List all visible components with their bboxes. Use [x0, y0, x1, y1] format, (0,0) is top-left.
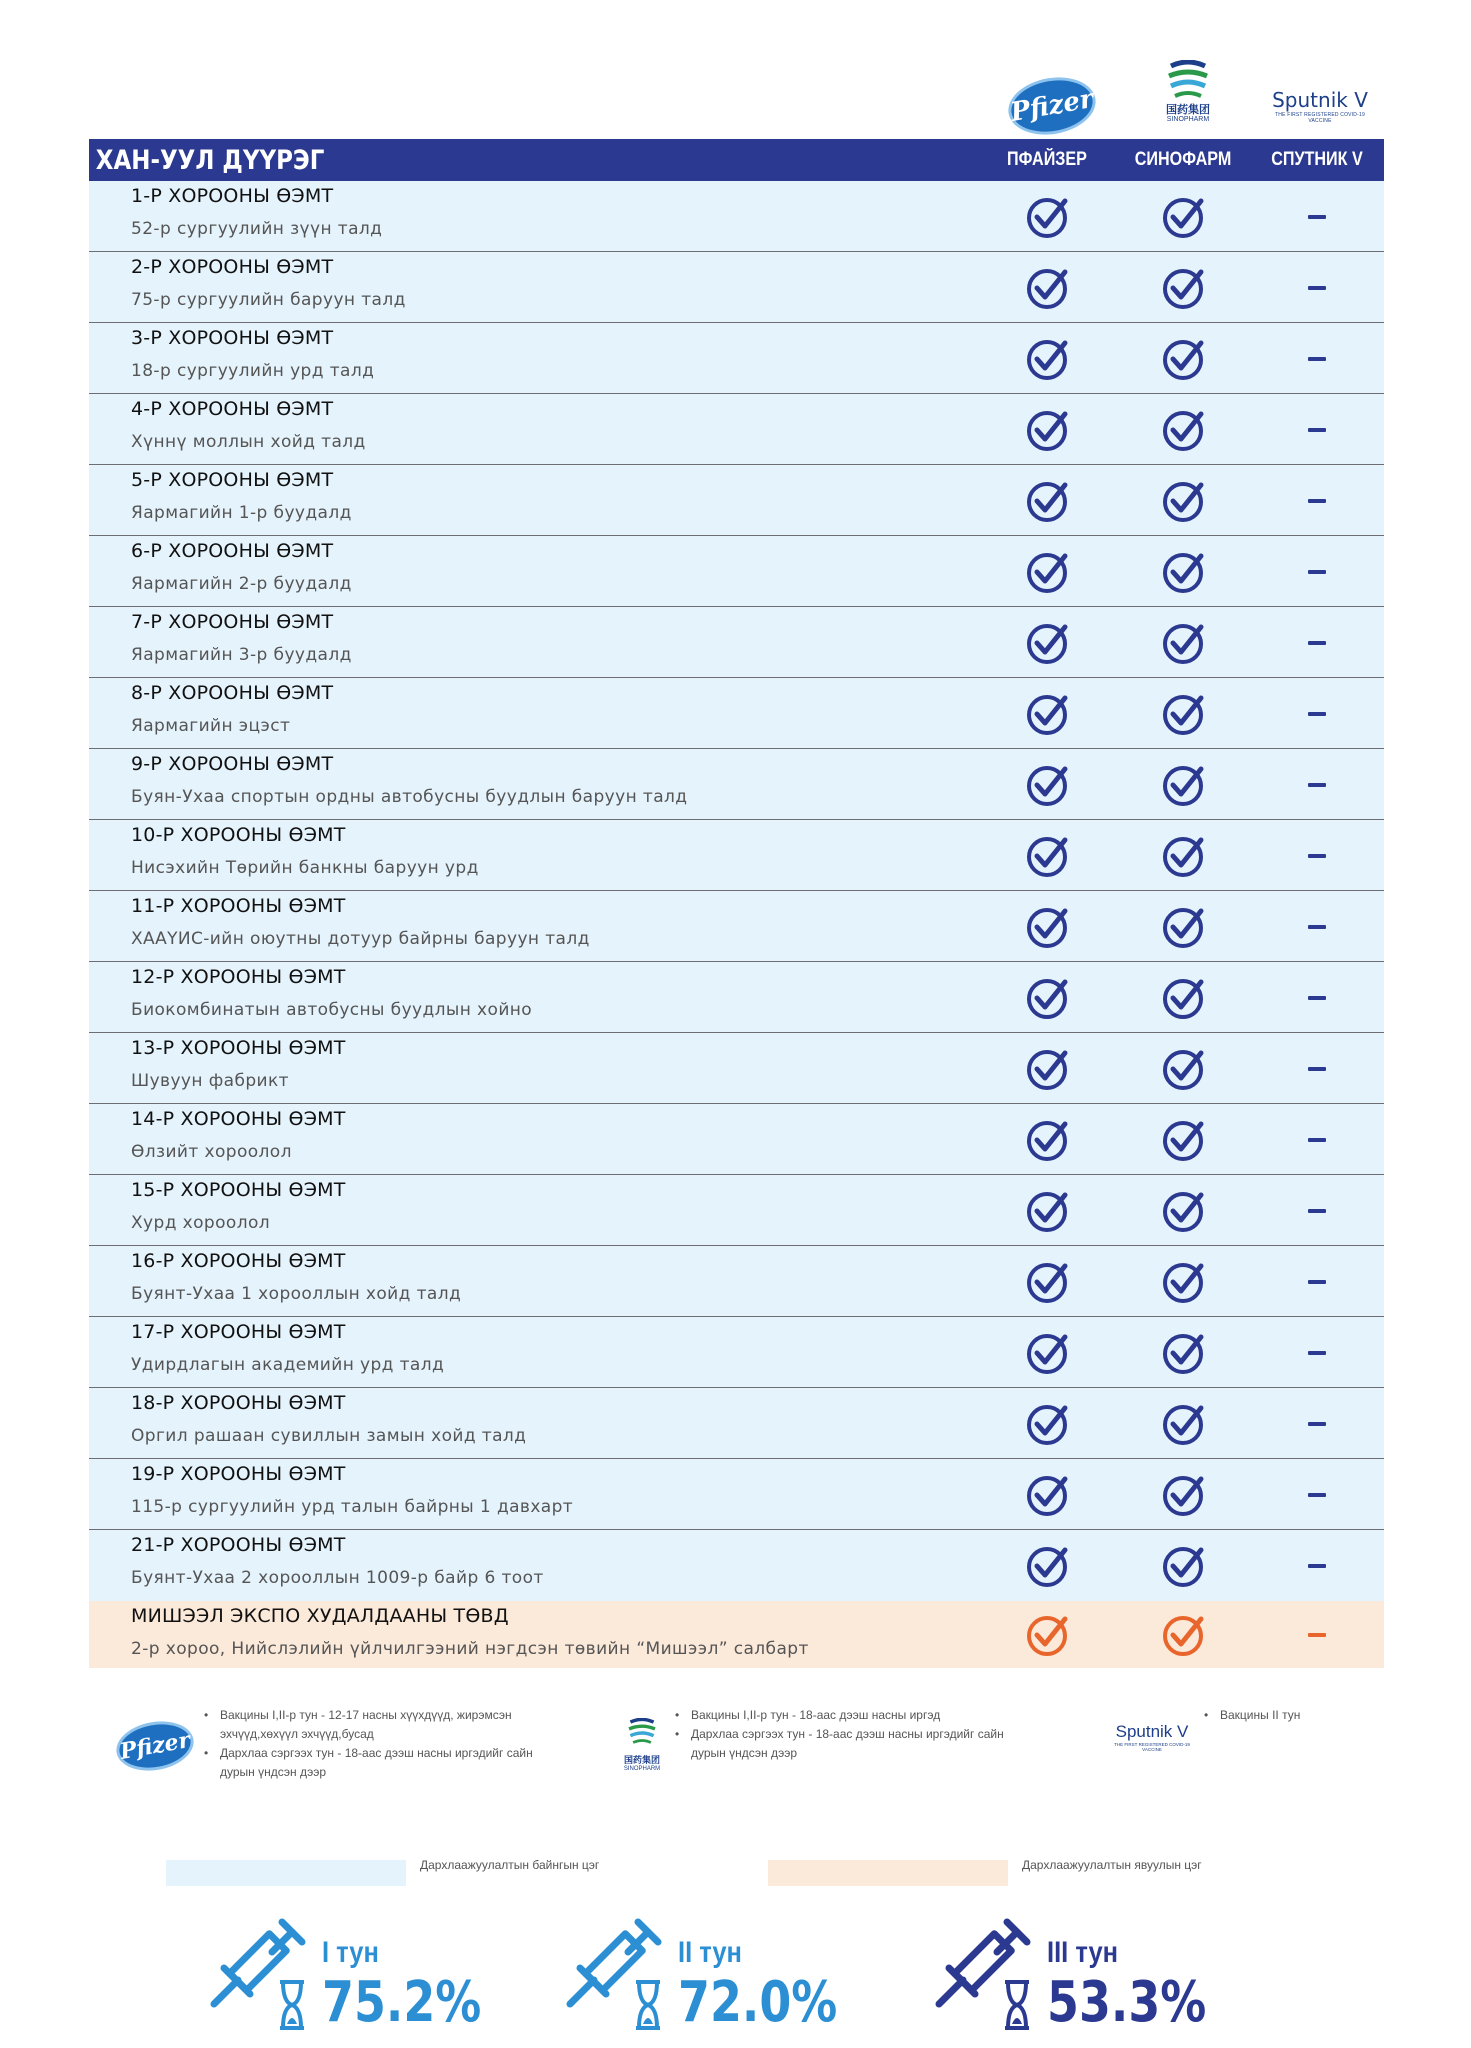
check-icon [1161, 621, 1205, 665]
row-address: Яармагийн 1-р буудалд [131, 503, 352, 523]
sinopharm-legend-cn: 国药集团 [623, 1755, 660, 1765]
check-icon [1161, 1473, 1205, 1517]
row-title: 18-Р ХОРООНЫ ӨЭМТ [131, 1392, 346, 1414]
dash-icon [1308, 641, 1326, 645]
check-icon [1161, 337, 1205, 381]
dash-icon [1308, 499, 1326, 503]
check-icon [1025, 1260, 1069, 1304]
vaccine-cell [1252, 181, 1382, 252]
row-title: 12-Р ХОРООНЫ ӨЭМТ [131, 966, 346, 988]
check-icon [1161, 1260, 1205, 1304]
vaccine-cell [1118, 252, 1248, 323]
sinopharm-legend-logo [617, 1718, 667, 1772]
pfizer-legend [202, 1706, 542, 1782]
vaccine-cell [982, 1175, 1112, 1246]
vaccine-cell [982, 1246, 1112, 1317]
row-address: Хурд хороолол [131, 1213, 271, 1233]
row-address: Яармагийн 2-р буудалд [131, 574, 352, 594]
vaccine-cell [1252, 1601, 1382, 1668]
vaccine-cell [1252, 1033, 1382, 1104]
legend-item: • Вакцины I,II-р тун - 12-17 насны хүүхдүүд, жирэмсэн эхчүүд,хөхүүл эхчүүд,бусад [202, 1706, 542, 1744]
dash-icon [1308, 854, 1326, 858]
dash-icon [1308, 215, 1326, 219]
check-icon [1161, 1047, 1205, 1091]
check-icon [1025, 976, 1069, 1020]
table-header [89, 139, 1384, 181]
legend-item: • Дархлаа сэргээх тун - 18-аас дээш насны иргэдийг сайн дурын үндсэн дээр [673, 1725, 1013, 1763]
check-icon [1161, 763, 1205, 807]
vaccine-cell [1118, 1459, 1248, 1530]
row-title: 17-Р ХОРООНЫ ӨЭМТ [131, 1321, 346, 1343]
sinopharm-legend-en: SINOPHARM [623, 1766, 661, 1772]
check-icon [1161, 1544, 1205, 1588]
row-title: МИШЭЭЛ ЭКСПО ХУДАЛДААНЫ ТӨВД [131, 1605, 509, 1627]
check-icon [1025, 1331, 1069, 1375]
vaccine-cell [1118, 181, 1248, 252]
table-row [89, 820, 1384, 891]
dose-1-stat [200, 1908, 500, 2038]
row-title: 21-Р ХОРООНЫ ӨЭМТ [131, 1534, 346, 1556]
row-address: Оргил рашаан сувиллын замын хойд талд [131, 1426, 527, 1446]
dash-icon [1308, 783, 1326, 787]
sinopharm-swoosh-icon [625, 1718, 659, 1748]
vaccine-cell [982, 323, 1112, 394]
row-address: Яармагийн эцэст [131, 716, 291, 736]
row-address: 18-р сургуулийн урд талд [131, 361, 375, 381]
dash-icon [1308, 925, 1326, 929]
pfizer-logo-text: Pfizer [1008, 83, 1096, 129]
vaccine-cell [1118, 678, 1248, 749]
vaccine-cell [982, 1530, 1112, 1601]
sputnik-legend-logo [1106, 1722, 1198, 1752]
vaccine-cell [1118, 1104, 1248, 1175]
column-header-pfizer: ПФАЙЗЕР [1007, 149, 1087, 170]
table-row [89, 891, 1384, 962]
vaccine-cell [1252, 820, 1382, 891]
hourglass-icon [1003, 1980, 1031, 2030]
vaccine-cell [982, 749, 1112, 820]
check-icon [1025, 408, 1069, 452]
vaccine-cell [1118, 1033, 1248, 1104]
sputnik-legend-tag: THE FIRST REGISTERED COVID-19 VACCINE [1114, 1742, 1190, 1752]
table-row [89, 1388, 1384, 1459]
vaccine-cell [1252, 465, 1382, 536]
row-address: Яармагийн 3-р буудалд [131, 645, 352, 665]
vaccine-cell [982, 1317, 1112, 1388]
table-row [89, 678, 1384, 749]
dose-2-value: 72.0% [678, 1970, 838, 2035]
vaccine-cell [1252, 749, 1382, 820]
row-address: Өлзийт хороолол [131, 1142, 292, 1162]
check-icon [1161, 834, 1205, 878]
vaccine-cell [1252, 1104, 1382, 1175]
dose-2-label: II тун [678, 1936, 742, 1969]
row-title: 13-Р ХОРООНЫ ӨЭМТ [131, 1037, 346, 1059]
check-icon [1025, 692, 1069, 736]
table-row [89, 1033, 1384, 1104]
check-icon [1161, 905, 1205, 949]
vaccine-cell [982, 607, 1112, 678]
check-icon [1161, 266, 1205, 310]
row-title: 15-Р ХОРООНЫ ӨЭМТ [131, 1179, 346, 1201]
vaccine-cell [982, 1601, 1112, 1668]
table-row [89, 536, 1384, 607]
vaccine-cell [982, 536, 1112, 607]
mobile-point-row [89, 1601, 1384, 1668]
check-icon [1161, 479, 1205, 523]
table-row [89, 1175, 1384, 1246]
vaccine-cell [982, 1033, 1112, 1104]
row-address: Буянт-Ухаа 2 хорооллын 1009-р байр 6 тоот [131, 1568, 544, 1588]
dash-icon [1308, 1633, 1326, 1637]
vaccine-cell [1252, 962, 1382, 1033]
hourglass-icon [278, 1980, 306, 2030]
vaccine-cell [982, 1388, 1112, 1459]
table-row [89, 1246, 1384, 1317]
row-title: 8-Р ХОРООНЫ ӨЭМТ [131, 682, 334, 704]
dose-3-label: III тун [1047, 1936, 1119, 1969]
column-header-sputnik: СПУТНИК V [1271, 149, 1363, 170]
table-row [89, 1530, 1384, 1601]
check-icon [1025, 1118, 1069, 1162]
check-icon [1025, 1047, 1069, 1091]
dash-icon [1308, 1493, 1326, 1497]
vaccine-cell [1118, 1246, 1248, 1317]
vaccine-cell [1118, 1388, 1248, 1459]
dash-icon [1308, 286, 1326, 290]
fixed-point-swatch [166, 1860, 406, 1886]
row-title: 4-Р ХОРООНЫ ӨЭМТ [131, 398, 334, 420]
fixed-point-label: Дархлаажуулалтын байнгын цэг [420, 1858, 600, 1872]
check-icon [1161, 195, 1205, 239]
dash-icon [1308, 1422, 1326, 1426]
legend-item: • Дархлаа сэргээх тун - 18-аас дээш насны иргэдийг сайн дурын үндсэн дээр [202, 1744, 542, 1782]
pfizer-logo [1004, 71, 1100, 141]
sinopharm-swoosh-icon [1165, 60, 1211, 104]
vaccine-cell [982, 465, 1112, 536]
table-row [89, 394, 1384, 465]
check-icon [1161, 1331, 1205, 1375]
row-address: Удирдлагын академийн урд талд [131, 1355, 445, 1375]
vaccine-cell [982, 1104, 1112, 1175]
row-title: 14-Р ХОРООНЫ ӨЭМТ [131, 1108, 346, 1130]
vaccine-cell [1118, 1601, 1248, 1668]
vaccine-cell [1118, 820, 1248, 891]
dose-1-value: 75.2% [322, 1970, 482, 2035]
check-icon [1025, 550, 1069, 594]
table-row [89, 181, 1384, 252]
row-title: 5-Р ХОРООНЫ ӨЭМТ [131, 469, 334, 491]
dash-icon [1308, 428, 1326, 432]
dash-icon [1308, 1564, 1326, 1568]
vaccine-cell [982, 394, 1112, 465]
vaccine-cell [982, 181, 1112, 252]
legend-item: • Вакцины II тун [1202, 1706, 1402, 1725]
vaccine-cell [982, 252, 1112, 323]
check-icon [1025, 834, 1069, 878]
dash-icon [1308, 1067, 1326, 1071]
dash-icon [1308, 1138, 1326, 1142]
check-icon [1161, 1118, 1205, 1162]
check-icon [1025, 1402, 1069, 1446]
check-icon [1161, 1402, 1205, 1446]
row-address: ХААҮИС-ийн оюутны дотуур байрны баруун талд [131, 929, 590, 949]
vaccine-cell [1118, 891, 1248, 962]
dash-icon [1308, 1280, 1326, 1284]
dash-icon [1308, 570, 1326, 574]
table-row [89, 465, 1384, 536]
dose-1-label: I тун [322, 1936, 379, 1969]
vaccine-cell [1118, 465, 1248, 536]
vaccine-cell [1252, 252, 1382, 323]
vaccine-cell [1118, 607, 1248, 678]
sputnik-legend-text: Sputnik V [1115, 1722, 1189, 1741]
row-title: 9-Р ХОРООНЫ ӨЭМТ [131, 753, 334, 775]
check-icon [1161, 1613, 1205, 1657]
row-title: 6-Р ХОРООНЫ ӨЭМТ [131, 540, 334, 562]
table-body [89, 181, 1384, 1668]
check-icon [1161, 550, 1205, 594]
legend-item: • Вакцины I,II-р тун - 18-аас дээш насны иргэд [673, 1706, 1013, 1725]
sputnik-legend [1202, 1706, 1402, 1725]
row-title: 19-Р ХОРООНЫ ӨЭМТ [131, 1463, 346, 1485]
check-icon [1025, 621, 1069, 665]
table-row [89, 1104, 1384, 1175]
vaccine-cell [1118, 536, 1248, 607]
vaccine-cell [1118, 749, 1248, 820]
vaccine-cell [1252, 1388, 1382, 1459]
row-title: 2-Р ХОРООНЫ ӨЭМТ [131, 256, 334, 278]
sputnik-logo [1265, 88, 1375, 124]
vaccine-cell [982, 678, 1112, 749]
vaccine-cell [982, 891, 1112, 962]
row-address: 52-р сургуулийн зүүн талд [131, 219, 383, 239]
row-address: 2-р хороо, Нийслэлийн үйлчилгээний нэгдсэн төвийн “Мишээл” салбарт [131, 1639, 809, 1659]
table-row [89, 323, 1384, 394]
mobile-point-label: Дархлаажуулалтын явуулын цэг [1022, 1858, 1202, 1872]
vaccine-cell [1252, 1317, 1382, 1388]
row-title: 16-Р ХОРООНЫ ӨЭМТ [131, 1250, 346, 1272]
check-icon [1025, 905, 1069, 949]
vaccine-cell [1252, 1530, 1382, 1601]
table-row [89, 749, 1384, 820]
vaccine-cell [1118, 962, 1248, 1033]
table-row [89, 1459, 1384, 1530]
table-row [89, 962, 1384, 1033]
sinopharm-logo [1153, 60, 1223, 132]
row-address: 75-р сургуулийн баруун талд [131, 290, 406, 310]
vaccine-cell [1118, 1175, 1248, 1246]
dose-3-value: 53.3% [1047, 1970, 1207, 2035]
sputnik-logo-text: Sputnik V [1272, 88, 1368, 112]
sinopharm-cn-text: 国药集团 [1166, 104, 1210, 116]
check-icon [1161, 976, 1205, 1020]
table-row [89, 607, 1384, 678]
row-address: 115-р сургуулийн урд талын байрны 1 давхарт [131, 1497, 574, 1517]
vaccine-cell [1252, 536, 1382, 607]
check-icon [1025, 1544, 1069, 1588]
row-address: Нисэхийн Төрийн банкны баруун урд [131, 858, 479, 878]
row-address: Хүннү моллын хойд талд [131, 432, 366, 452]
check-icon [1025, 1189, 1069, 1233]
check-icon [1161, 1189, 1205, 1233]
pfizer-legend-logo [112, 1716, 197, 1777]
vaccine-cell [1118, 394, 1248, 465]
dose-2-stat [556, 1908, 856, 2038]
sinopharm-en-text: SINOPHARM [1166, 116, 1210, 123]
check-icon [1025, 479, 1069, 523]
vaccination-points-table [89, 139, 1384, 1668]
pfizer-legend-logo-text: Pfizer [117, 1727, 193, 1765]
check-icon [1161, 692, 1205, 736]
vaccine-cell [982, 962, 1112, 1033]
vaccine-cell [982, 1459, 1112, 1530]
vaccine-cell [982, 820, 1112, 891]
vaccine-cell [1118, 1530, 1248, 1601]
dash-icon [1308, 357, 1326, 361]
district-title: ХАН-УУЛ ДҮҮРЭГ [95, 144, 325, 176]
vaccine-cell [1252, 891, 1382, 962]
check-icon [1025, 1473, 1069, 1517]
row-address: Буянт-Ухаа 1 хорооллын хойд талд [131, 1284, 462, 1304]
column-header-sinopharm: СИНОФАРМ [1134, 149, 1232, 170]
check-icon [1025, 1613, 1069, 1657]
vaccine-cell [1252, 1175, 1382, 1246]
dose-3-stat [925, 1908, 1225, 2038]
dash-icon [1308, 1209, 1326, 1213]
check-icon [1025, 763, 1069, 807]
vaccine-cell [1118, 1317, 1248, 1388]
row-address: Буян-Ухаа спортын ордны автобусны буудлын баруун талд [131, 787, 688, 807]
vaccine-cell [1252, 1246, 1382, 1317]
vaccine-cell [1252, 678, 1382, 749]
row-address: Шувуун фабрикт [131, 1071, 289, 1091]
table-row [89, 1317, 1384, 1388]
dash-icon [1308, 712, 1326, 716]
row-title: 1-Р ХОРООНЫ ӨЭМТ [131, 185, 334, 207]
dash-icon [1308, 1351, 1326, 1355]
row-address: Биокомбинатын автобусны буудлын хойно [131, 1000, 533, 1020]
row-title: 7-Р ХОРООНЫ ӨЭМТ [131, 611, 334, 633]
dash-icon [1308, 996, 1326, 1000]
mobile-point-swatch [768, 1860, 1008, 1886]
sinopharm-legend [673, 1706, 1013, 1763]
row-title: 3-Р ХОРООНЫ ӨЭМТ [131, 327, 334, 349]
vaccine-cell [1252, 323, 1382, 394]
row-title: 10-Р ХОРООНЫ ӨЭМТ [131, 824, 346, 846]
check-icon [1161, 408, 1205, 452]
vaccine-cell [1252, 1459, 1382, 1530]
sputnik-tagline: THE FIRST REGISTERED COVID-19 VACCINE [1275, 112, 1365, 124]
hourglass-icon [634, 1980, 662, 2030]
vaccine-cell [1118, 323, 1248, 394]
check-icon [1025, 337, 1069, 381]
check-icon [1025, 266, 1069, 310]
check-icon [1025, 195, 1069, 239]
vaccine-cell [1252, 607, 1382, 678]
row-title: 11-Р ХОРООНЫ ӨЭМТ [131, 895, 346, 917]
vaccine-cell [1252, 394, 1382, 465]
table-row [89, 252, 1384, 323]
